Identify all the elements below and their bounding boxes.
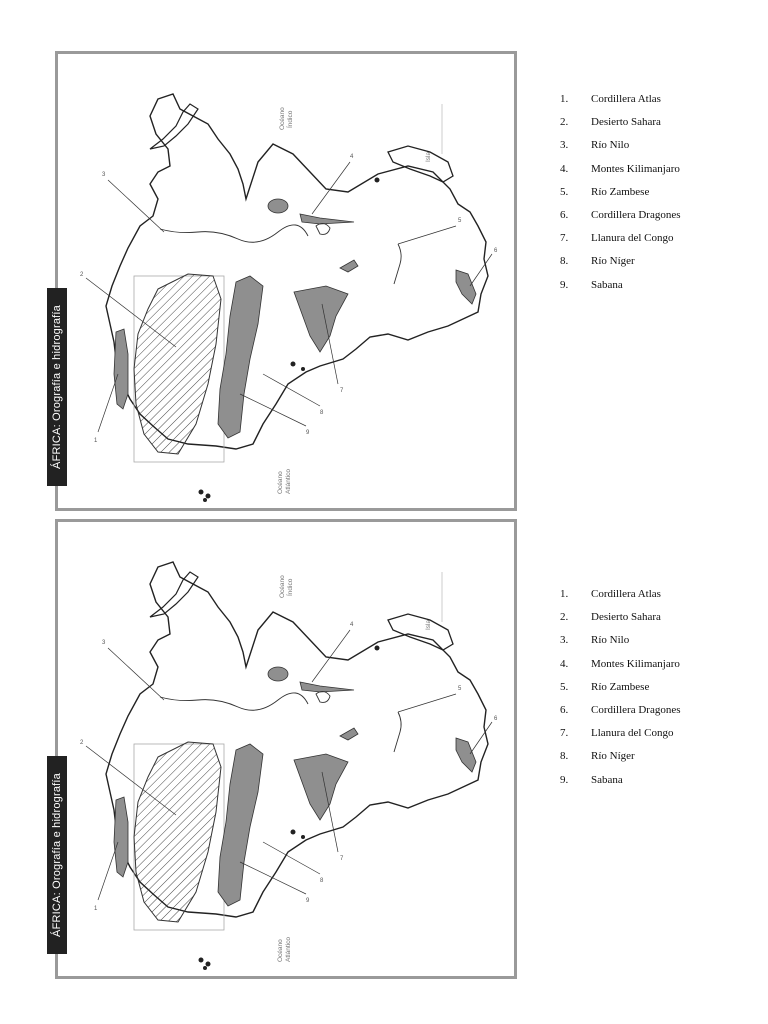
kilimanjaro-region [268,667,288,681]
map-frame [55,51,517,511]
legend-item [560,139,681,162]
island-dot [206,962,211,967]
map-panel-1 [0,44,768,514]
svg-text:5: 5 [458,686,462,692]
arabia-fragment [150,572,198,617]
svg-text:1: 1 [94,438,98,444]
africa-map [58,54,514,508]
dragones-region [456,270,476,304]
legend-item [560,611,681,634]
svg-text:2: 2 [80,740,84,746]
side-title-text: ÁFRICA: Orografía e hidrografía [51,305,63,469]
legend-item [560,634,681,657]
legend-num: 9. [560,773,569,786]
atlas-region [114,329,128,409]
island-dot [291,830,296,835]
legend-label: Sabana [591,278,623,291]
nile-river [160,693,308,710]
dragones-region [456,738,476,772]
island-dot [203,498,207,502]
legend-num: 1. [560,588,569,600]
svg-text:2: 2 [80,272,84,278]
legend-list [560,93,681,302]
atlas-region [114,797,128,877]
legend-item [560,588,681,611]
legend-label: Cordillera Atlas [591,93,661,105]
legend-item [560,186,681,209]
map-frame [55,519,517,979]
legend-num: 7. [560,232,569,245]
legend-item [560,727,681,750]
legend-num: 5. [560,680,569,693]
kilimanjaro-ridge [300,214,354,224]
legend-list [560,588,681,797]
legend-num: 2. [560,611,569,624]
zambese-river [394,712,401,752]
madagascar-island [388,614,453,650]
legend-label: Sabana [591,773,623,786]
label-ocean-indian-2: Índico [287,578,294,596]
label-ocean-atlantic-2: Atlántico [285,937,292,962]
legend-label: Cordillera Dragones [591,703,681,716]
svg-text:8: 8 [320,410,324,416]
svg-text:5: 5 [458,218,462,224]
label-island: Isla [425,151,432,162]
legend-num: 8. [560,750,569,763]
svg-text:4: 4 [350,154,354,160]
label-ocean-indian-1: Océano [279,107,286,130]
svg-text:1: 1 [94,906,98,912]
legend-item [560,116,681,139]
svg-text:4: 4 [350,622,354,628]
island-dot [301,367,305,371]
side-title-text: ÁFRICA: Orografía e hidrografía [51,773,63,937]
nile-river [160,225,308,242]
kilimanjaro-ridge [300,682,354,692]
legend-label: Desierto Sahara [591,611,661,624]
legend-num: 6. [560,208,569,221]
label-ocean-indian-2: Índico [287,110,294,128]
svg-text:3: 3 [102,640,106,646]
legend-label: Río Níger [591,750,635,763]
label-ocean-indian-1: Océano [279,575,286,598]
legend-label: Llanura del Congo [591,727,674,740]
kilimanjaro-region [268,199,288,213]
legend-num: 6. [560,703,569,716]
svg-text:7: 7 [340,388,344,394]
savanna-region [218,744,263,906]
legend-num: 1. [560,93,569,105]
congo-region [294,754,348,820]
sahara-region [134,742,221,922]
label-ocean-atlantic-1: Océano [277,471,284,494]
svg-text:6: 6 [494,248,498,254]
legend-item [560,93,681,116]
island-dot [301,835,305,839]
legend-label: Montes Kilimanjaro [591,162,680,175]
legend-label: Río Nilo [591,139,630,152]
legend-item [560,774,681,797]
savanna-region [218,276,263,438]
island-dot [199,490,204,495]
side-title [47,288,67,486]
island-dot [206,494,211,499]
label-island: Isla [425,619,432,630]
legend-label: Río Nilo [591,634,630,647]
legend-label: Llanura del Congo [591,232,674,245]
legend-label: Desierto Sahara [591,116,661,129]
legend-num: 9. [560,278,569,291]
legend-item [560,750,681,773]
lake [316,223,330,234]
legend-label: Río Níger [591,255,635,268]
island-dot [199,958,204,963]
legend-label: Río Zambese [591,185,650,198]
legend-num: 4. [560,657,569,670]
island-dot [291,362,296,367]
zambese-river [394,244,401,284]
label-ocean-atlantic-1: Océano [277,939,284,962]
legend-num: 8. [560,255,569,268]
island-dot [375,178,380,183]
legend-item [560,681,681,704]
legend-item [560,658,681,681]
side-title [47,756,67,954]
lake [316,691,330,702]
legend-label: Cordillera Atlas [591,588,661,600]
legend-label: Cordillera Dragones [591,208,681,221]
congo-region [294,286,348,352]
africa-map [58,522,514,976]
madagascar-island [388,146,453,182]
sahara-region [134,274,221,454]
legend-item [560,163,681,186]
legend-num: 2. [560,116,569,129]
legend-num: 4. [560,162,569,175]
island-dot [375,646,380,651]
legend-num: 5. [560,185,569,198]
island-dot [203,966,207,970]
svg-text:6: 6 [494,716,498,722]
legend-item [560,279,681,302]
label-ocean-atlantic-2: Atlántico [285,469,292,494]
legend-item [560,704,681,727]
legend-num: 7. [560,727,569,740]
map-panel-2 [0,512,768,982]
svg-text:9: 9 [306,898,310,904]
legend-num: 3. [560,139,569,152]
arabia-fragment [150,104,198,149]
svg-text:7: 7 [340,856,344,862]
legend-item [560,255,681,278]
legend-num: 3. [560,634,569,647]
svg-text:8: 8 [320,878,324,884]
legend-label: Montes Kilimanjaro [591,657,680,670]
small-region [340,728,358,740]
legend-item [560,209,681,232]
small-region [340,260,358,272]
legend-label: Río Zambese [591,680,650,693]
svg-text:3: 3 [102,172,106,178]
svg-text:9: 9 [306,430,310,436]
legend-item [560,232,681,255]
